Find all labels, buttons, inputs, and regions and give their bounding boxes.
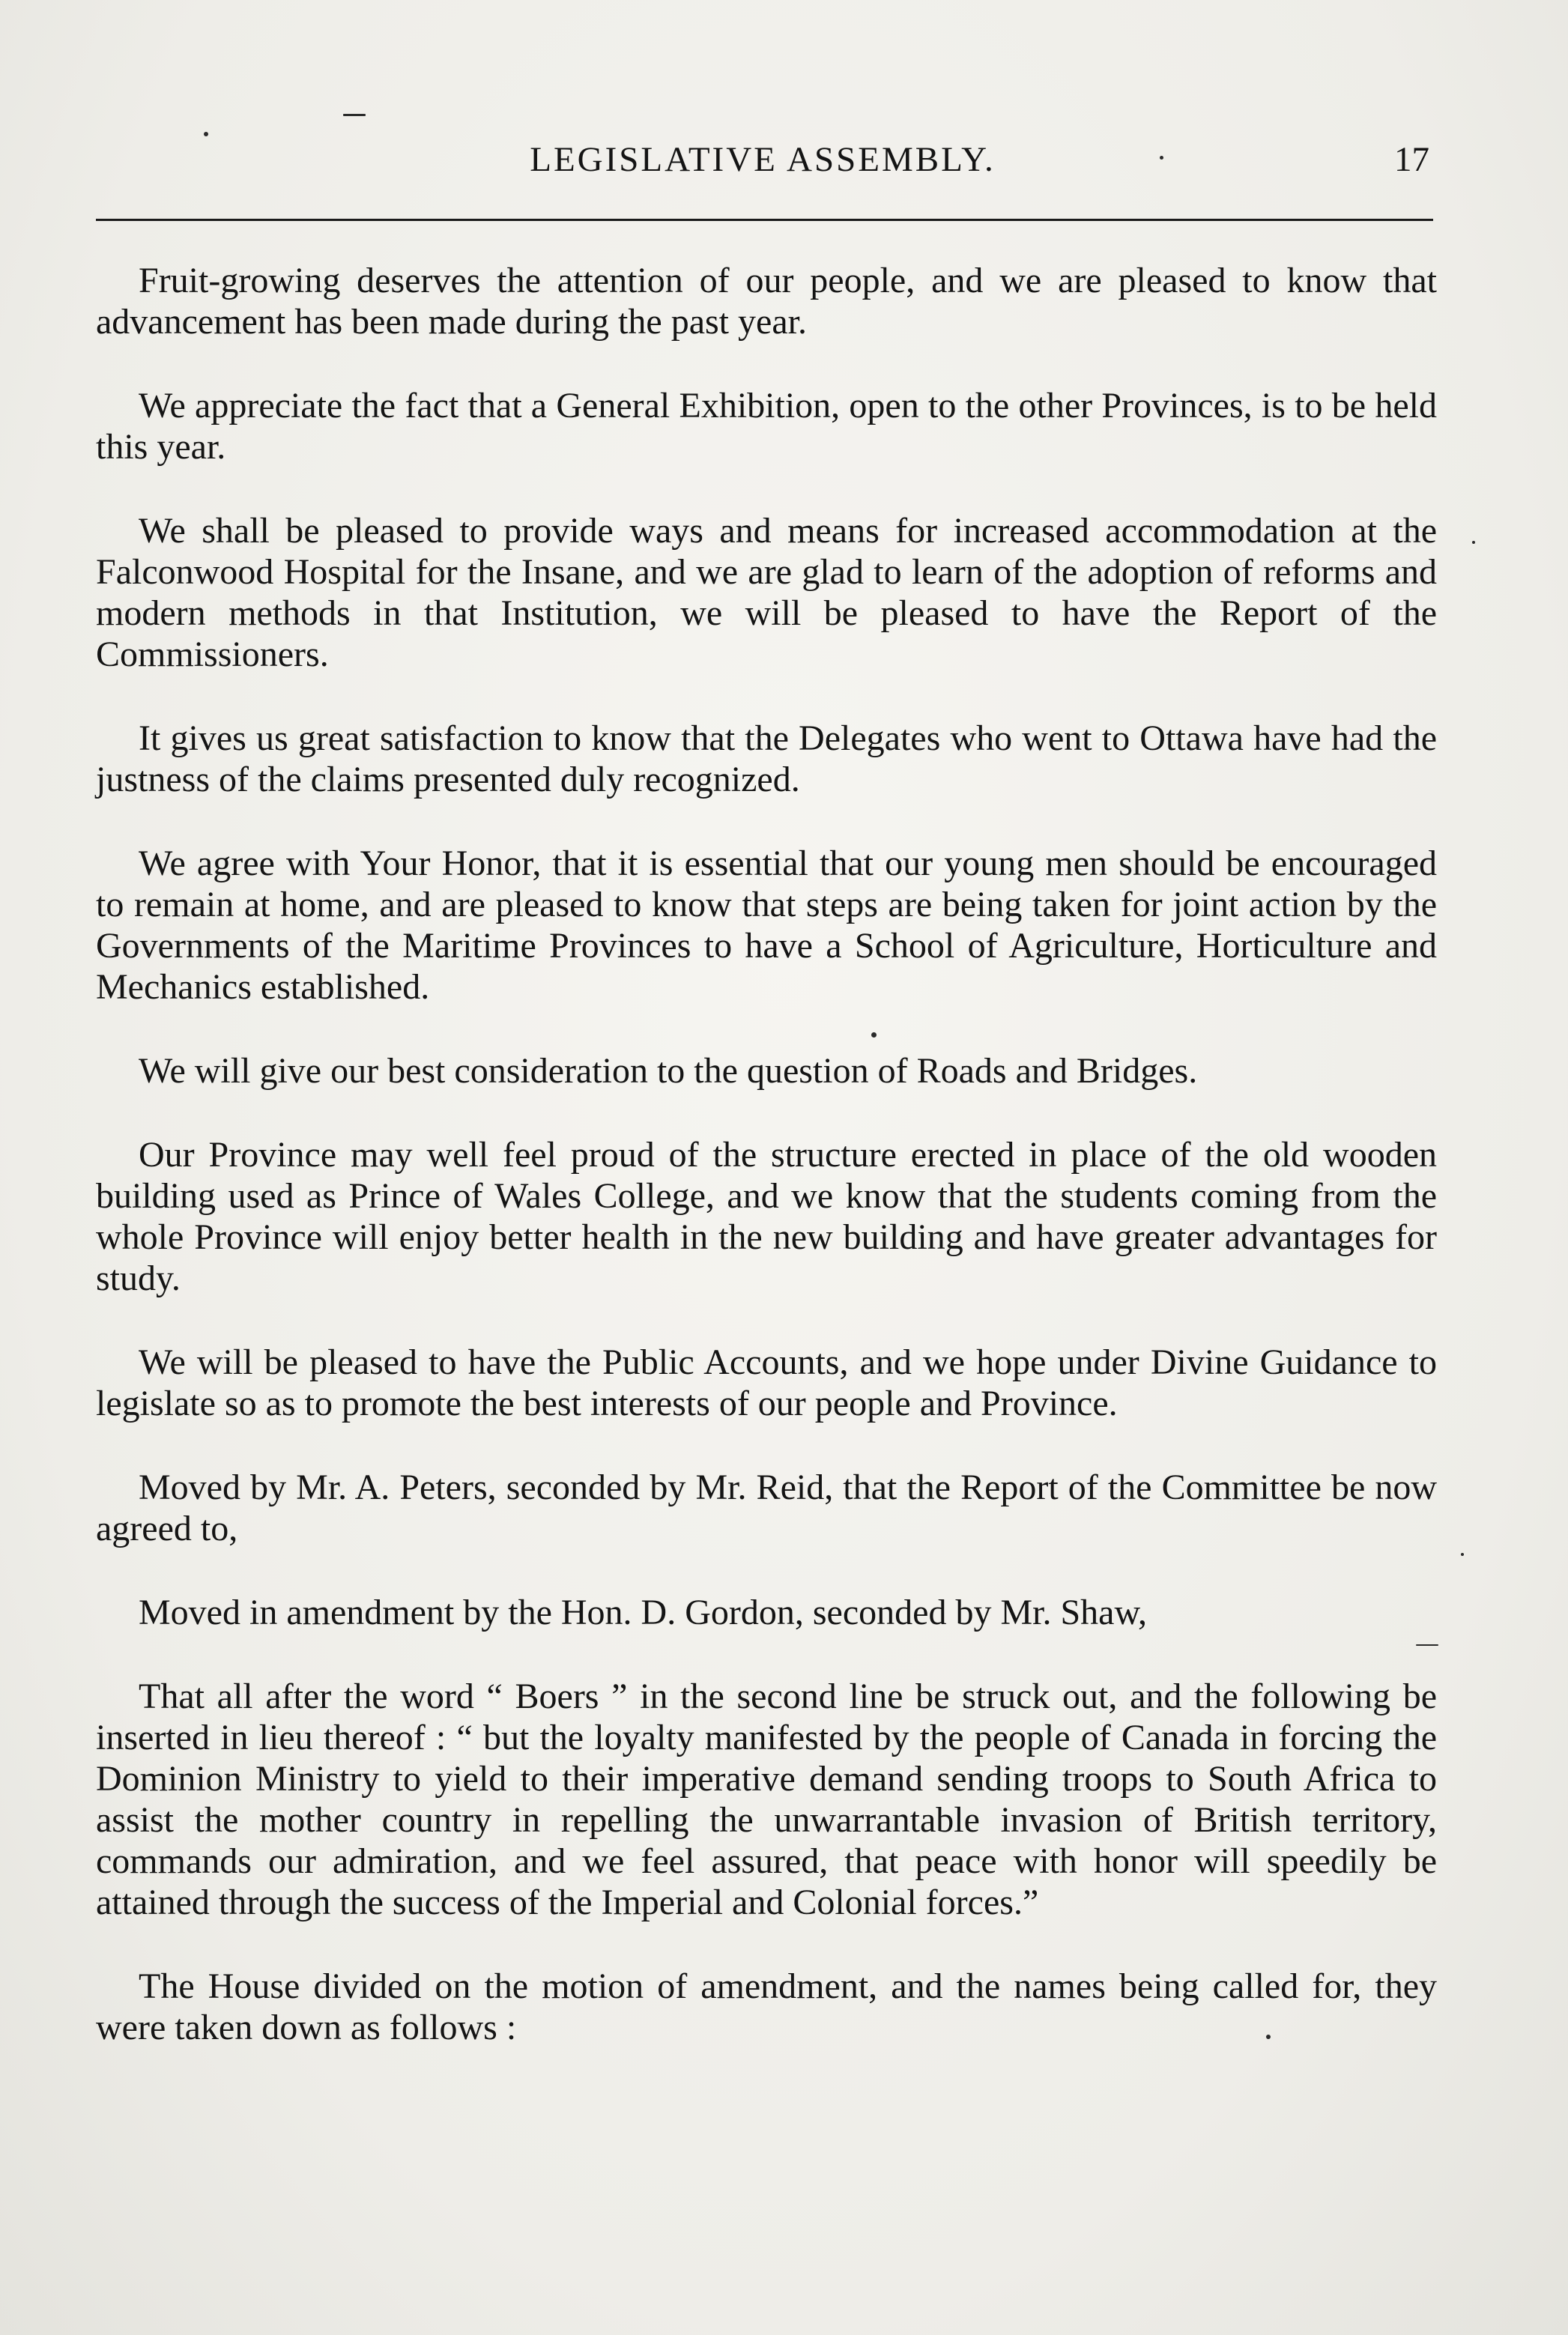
scan-speck [1416,1644,1438,1646]
paragraph-falconwood-hospital: We shall be pleased to provide ways and means for increased accommodation at the Falconwood Hospital for the Insane, and we are glad to learn of the adoption of reforms and modern methods in that Institution, we will be pleased to have the Report of the Commissioners. [96,511,1437,674]
paragraph-school-of-agriculture: We agree with Your Honor, that it is essential that our young men should be encouraged to remain at home, and are pleased to know that steps are being taken for joint action by the Governments of the Maritime Provinces to have a School of Agriculture, Horticulture and Mechanics established. [96,844,1437,1007]
paragraph-prince-of-wales-college: Our Province may well feel proud of the structure erected in place of the old wooden building used as Prince of Wales College, and we know that the students coming from the whole Province will enjoy better health in the new building and have greater advantages for study. [96,1135,1437,1298]
paragraph-roads-and-bridges: We will give our best consideration to the question of Roads and Bridges. [139,1051,1198,1091]
body-text [96,260,1437,2091]
paragraph-ottawa-delegates: It gives us great satisfaction to know that the Delegates who went to Ottawa have had the justness of the claims presented duly recognized. [96,718,1437,799]
paragraph-motion: Moved by Mr. A. Peters, seconded by Mr. Reid, that the Report of the Committee be now agreed to, [96,1468,1437,1548]
running-title: LEGISLATIVE ASSEMBLY. [530,140,996,179]
scan-speck [1160,156,1163,160]
scan-speck [871,1032,877,1038]
scan-speck [343,114,366,116]
paragraph-amendment-moved: Moved in amendment by the Hon. D. Gordon, seconded by Mr. Shaw, [139,1593,1148,1632]
paragraph-general-exhibition: We appreciate the fact that a General Exhibition, open to the other Provinces, is to be held this year. [96,386,1437,467]
paragraph-public-accounts: We will be pleased to have the Public Accounts, and we hope under Divine Guidance to legislate so as to promote the best interests of our people and Province. [96,1342,1437,1423]
scan-speck [1461,1553,1464,1556]
header-rule [96,219,1433,221]
paragraph-house-divided: The House divided on the motion of amendment, and the names being called for, they were taken down as follows : [96,1966,1437,2047]
page-number: 17 [1394,140,1429,179]
scan-speck [1266,2035,1271,2039]
page-header [96,139,1429,192]
paragraph-amendment-text: That all after the word “ Boers ” in the second line be struck out, and the following be inserted in lieu thereof : “ but the loyalty manifested by the people of Canada in forcing the Dominion Ministry to yield to their imperative demand sending troops to South Africa to assist the mother country in repelling the unwarrantable invasion of British territory, commands our admiration, and we feel assured, that peace with honor will speedily be attained through the success of the Imperial and Colonial forces.” [96,1677,1437,1922]
scan-speck [1472,541,1475,544]
paragraph-fruit-growing: Fruit-growing deserves the attention of our people, and we are pleased to know that advancement has been made during the past year. [96,261,1437,342]
scan-speck [204,132,208,136]
